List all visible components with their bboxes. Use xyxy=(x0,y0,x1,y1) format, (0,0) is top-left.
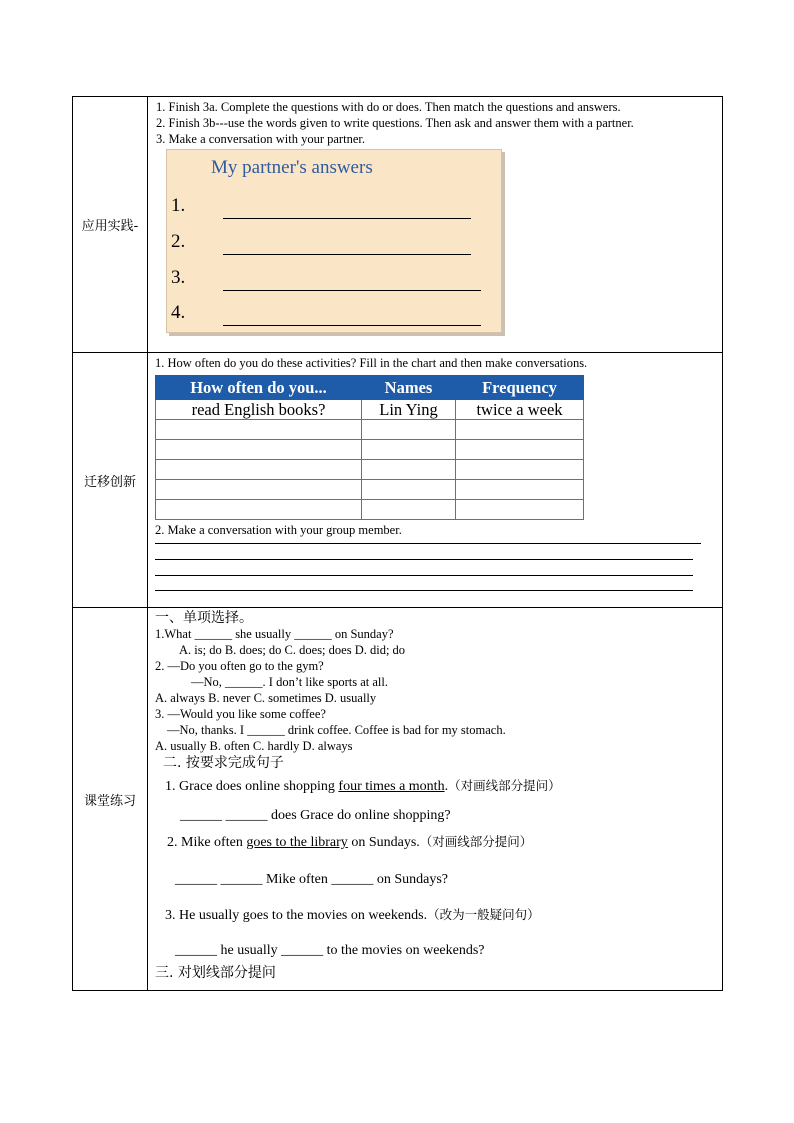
answer-line-4[interactable] xyxy=(223,325,481,326)
row-transfer xyxy=(73,353,723,608)
writing-line-3[interactable] xyxy=(155,575,693,576)
sentence-3-text: 3. He usually goes to the movies on weekends. xyxy=(165,908,428,923)
part2-title: 二. 按要求完成句子 xyxy=(163,755,284,771)
table-cell[interactable] xyxy=(456,440,584,460)
sentence-3 xyxy=(155,907,716,924)
card-number-2: 2. xyxy=(171,231,186,252)
sentence-3-answer: ______ he usually ______ to the movies on weekends? xyxy=(175,943,485,958)
question-2: 2. —Do you often go to the gym? xyxy=(155,659,324,673)
table-cell[interactable] xyxy=(362,480,456,500)
sentence-2-end: on Sundays. xyxy=(347,835,420,850)
writing-line-2[interactable] xyxy=(155,559,693,560)
question-3-options: A. usually B. often C. hardly D. always xyxy=(155,739,353,753)
sentence-1-underlined: four times a month xyxy=(338,779,445,794)
answer-line-2[interactable] xyxy=(223,254,471,255)
table-cell[interactable] xyxy=(362,500,456,520)
sentence-2-answer: ______ ______ Mike often ______ on Sundays? xyxy=(175,872,448,887)
card-number-4: 4. xyxy=(171,302,186,323)
table-row xyxy=(156,420,584,440)
transfer-instruction: 1. How often do you do these activities? Fill in the chart and then make conversations. xyxy=(155,356,588,370)
header-how-often: How often do you... xyxy=(156,376,362,400)
sentence-1 xyxy=(155,778,716,795)
part3-title: 三. 对划线部分提问 xyxy=(155,965,276,981)
table-cell[interactable] xyxy=(156,500,362,520)
answer-line-3[interactable] xyxy=(223,290,481,291)
question-3: 3. —Would you like some coffee? xyxy=(155,707,326,721)
sentence-2-underlined: goes to the library xyxy=(246,835,348,850)
table-cell[interactable] xyxy=(156,480,362,500)
frequency-table-header xyxy=(156,376,584,400)
partner-answers-card xyxy=(166,149,502,333)
table-cell: read English books? xyxy=(156,400,362,420)
table-cell[interactable] xyxy=(456,420,584,440)
question-1-options: A. is; do B. does; do C. does; does D. did; do xyxy=(179,643,406,657)
table-row xyxy=(156,500,584,520)
sentence-1-note: （对画线部分提问） xyxy=(448,778,561,793)
practice-line-2: 2. Finish 3b---use the words given to write questions. Then ask and answer them with a partner. xyxy=(156,116,634,130)
sentence-1-end: . xyxy=(444,779,449,794)
practice-line-3: 3. Make a conversation with your partner. xyxy=(156,132,365,146)
table-row xyxy=(156,480,584,500)
table-cell[interactable] xyxy=(362,440,456,460)
sentence-2-text: 2. Mike often xyxy=(167,835,247,850)
part1-title: 一、单项选择。 xyxy=(155,610,253,626)
row-exercise xyxy=(73,608,723,991)
label-transfer: 迁移创新 xyxy=(73,353,148,608)
table-cell[interactable] xyxy=(156,440,362,460)
practice-line-1: 1. Finish 3a. Complete the questions with do or does. Then match the questions and answers. xyxy=(156,100,621,114)
question-2-reply: —No, ______. I don’t like sports at all. xyxy=(191,675,388,689)
frequency-table xyxy=(155,375,584,520)
table-cell[interactable] xyxy=(156,460,362,480)
table-row xyxy=(156,440,584,460)
transfer-instruction-2: 2. Make a conversation with your group member. xyxy=(155,523,402,537)
table-row xyxy=(156,400,584,420)
table-cell[interactable] xyxy=(456,480,584,500)
worksheet-table xyxy=(72,96,723,991)
card-title: My partner's answers xyxy=(211,157,373,178)
table-cell[interactable] xyxy=(156,420,362,440)
table-row xyxy=(156,460,584,480)
card-number-3: 3. xyxy=(171,267,186,288)
table-cell[interactable] xyxy=(362,420,456,440)
question-3-reply: —No, thanks. I ______ drink coffee. Coffee is bad for my stomach. xyxy=(167,723,506,737)
sentence-2 xyxy=(155,834,716,851)
table-cell: Lin Ying xyxy=(362,400,456,420)
table-cell[interactable] xyxy=(456,500,584,520)
question-1: 1.What ______ she usually ______ on Sunday? xyxy=(155,627,394,641)
header-names: Names xyxy=(362,376,456,400)
table-cell[interactable] xyxy=(362,460,456,480)
row-practice xyxy=(73,97,723,353)
label-practice: 应用实践- xyxy=(73,97,148,353)
label-exercise: 课堂练习 xyxy=(73,608,148,991)
card-number-1: 1. xyxy=(171,195,186,216)
sentence-1-text: 1. Grace does online shopping xyxy=(165,779,339,794)
sentence-3-note: （改为一般疑问句） xyxy=(427,907,540,922)
question-2-options: A. always B. never C. sometimes D. usually xyxy=(155,691,377,705)
writing-line-4[interactable] xyxy=(155,590,693,591)
sentence-1-answer: ______ ______ does Grace do online shopping? xyxy=(180,808,451,823)
table-cell: twice a week xyxy=(456,400,584,420)
header-frequency: Frequency xyxy=(456,376,584,400)
writing-line-1[interactable] xyxy=(155,543,701,544)
sentence-2-note: （对画线部分提问） xyxy=(419,834,533,849)
answer-line-1[interactable] xyxy=(223,218,471,219)
table-cell[interactable] xyxy=(456,460,584,480)
